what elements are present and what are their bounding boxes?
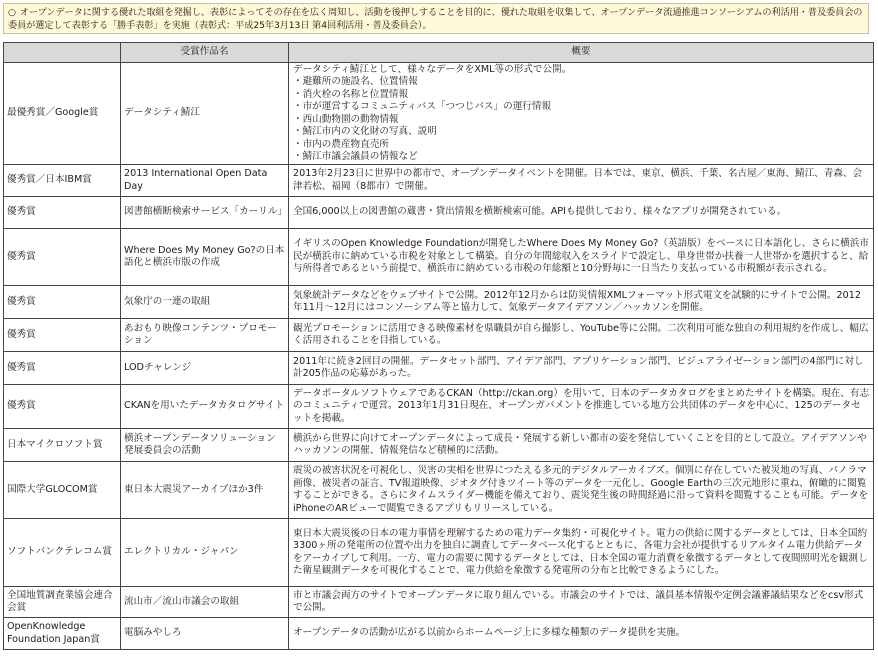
table-row: [4, 429, 874, 462]
summary-cell: 東日本大震災後の日本の電力事情を理解するための電力データ集約・可視化サイト。電力の供給に関するデータとしては、日本全国約3300ヶ所の発電所の位置や出力を独自に調査してデータベース化するとともに、各電力会社が提供するリアルタイム電力供給データをアーカイブして利用。一方、電力の需要に関するデータとしては、日本全国の電力消費を象徴するデータとして夜間照明光を観測した衛星観測データを可視化することで、電力供給を象徴する発電所の分布と比較できるようにした。: [289, 519, 874, 587]
list-item: ・市内の農産物直売所: [293, 138, 389, 150]
table-row: [4, 462, 874, 519]
award-cell: 優秀賞: [4, 319, 121, 352]
work-cell: Where Does My Money Go?の日本語化と横浜市版の作成: [121, 229, 289, 286]
summary-cell: 全国6,000以上の図書館の蔵書・貸出情報を横断検索可能。APIも提供しており、様々なアプリが開発されている。: [289, 197, 874, 229]
table-row: [4, 385, 874, 429]
work-cell: 流山市／流山市議会の取組: [121, 587, 289, 618]
table-row: [4, 519, 874, 587]
summary-text: データシティ鯖江として、様々なデータをXML等の形式で公開。: [293, 63, 572, 75]
work-cell: 気象庁の一連の取組: [121, 286, 289, 319]
list-item: ・鯖江市内の文化財の写真、説明: [293, 126, 437, 137]
summary-cell: 市と市議会両方のサイトでオープンデータに取り組んでいる。市議会のサイトでは、議員基本情報や定例会議審議結果などをcsv形式で公開。: [289, 587, 874, 618]
table-row: [4, 63, 874, 165]
header-award: [4, 43, 121, 63]
table-row: [4, 165, 874, 197]
table-row: [4, 352, 874, 385]
award-cell: 優秀賞: [4, 286, 121, 319]
summary-cell: 観光プロモーションに活用できる映像素材を県職員が自ら撮影し、YouTube等に公開。二次利用可能な独自の利用規約を作成し、幅広く活用されることを目指している。: [289, 319, 874, 352]
award-cell: OpenKnowledge Foundation Japan賞: [4, 618, 121, 650]
table-row: [4, 319, 874, 352]
summary-cell: 気象統計データなどをウェブサイトで公開。2012年12月からは防災情報XMLフォーマット形式電文を試験的にサイトで公開。2012年11月～12月にはコンソーシアム等と協力して、気象データアイデアソン／ハッカソンを開催。: [289, 286, 874, 319]
table-row: [4, 618, 874, 650]
summary-cell: 横浜から世界に向けてオープンデータによって成長・発展する新しい都市の姿を発信していくことを目的として設立。アイデアソンやハッカソンの開催、情報発信など積極的に活動。: [289, 429, 874, 462]
award-cell: 優秀賞／日本IBM賞: [4, 165, 121, 197]
award-cell: 全国地質調査業協会連合会賞: [4, 587, 121, 618]
list-item: ・市が運営するコミュニティバス「つつじバス」の運行情報: [293, 101, 552, 112]
work-cell: エレクトリカル・ジャパン: [121, 519, 289, 587]
summary-cell: 震災の被害状況を可視化し、災害の実相を世界につたえる多元的デジタルアーカイブズ。個別に存在していた被災地の写真、パノラマ画像、被災者の証言、TV報道映像、ジオタグ付きツイート等のデータを一元化し、Google Earthの三次元地形に重ね、俯瞰的に閲覧することができる。さらにタイムスライダー機能を備えており、震災発生後の時間経過に沿って資料を閲覧することも可能。データをiPhoneのARビューで閲覧できるアプリもリリースしている。: [289, 462, 874, 519]
work-cell: 東日本大震災アーカイブほか3件: [121, 462, 289, 519]
award-cell: 優秀賞: [4, 352, 121, 385]
list-item: ・西山動物園の動物情報: [293, 113, 399, 125]
award-cell: 優秀賞: [4, 385, 121, 429]
work-cell: 横浜オープンデータソリューション発展委員会の活動: [121, 429, 289, 462]
award-cell: 最優秀賞／Google賞: [4, 63, 121, 165]
work-cell: あおもり映像コンテンツ・プロモーション: [121, 319, 289, 352]
list-item: ・鯖江市議会議員の情報など: [293, 151, 418, 162]
table-header-row: [4, 43, 874, 63]
award-cell: 国際大学GLOCOM賞: [4, 462, 121, 519]
award-cell: 優秀賞: [4, 197, 121, 229]
header-summary: 概要: [289, 43, 874, 63]
data-item-list: [293, 76, 870, 164]
list-item: ・消火栓の名称と位置情報: [293, 88, 409, 100]
work-cell: 図書館横断検索サービス「カーリル」: [121, 197, 289, 229]
award-table: [3, 42, 874, 650]
table-row: [4, 286, 874, 319]
summary-cell: オープンデータの活動が広がる以前からホームページ上に多様な種類のデータ提供を実施。: [289, 618, 874, 650]
summary-cell: 2011年に続き2回目の開催。データセット部門、アイデア部門、アプリケーション部門、ビジュアライゼーション部門の4部門に対し計205作品の応募があった。: [289, 352, 874, 385]
summary-cell: イギリスのOpen Knowledge Foundationが開発したWhere Does My Money Go?（英語版）をベースに日本語化し、さらに横浜市民が横浜市に納めている市税を対象として構築。自分の年間総収入をスライドで設定し、単身世帯か扶養一人世帯かを選択すると、給与所得者であるという前提で、横浜市に納めている市税の年総額と10分野毎に一日当たり支払っている市税額が表示される。: [289, 229, 874, 286]
award-cell: 優秀賞: [4, 229, 121, 286]
intro-note: [3, 3, 869, 34]
work-cell: CKANを用いたデータカタログサイト: [121, 385, 289, 429]
intro-note-text: オープンデータに関する優れた取組を発掘し、表彰によってその存在を広く周知し、活動を後押しすることを目的に、優れた取組を収集して、オープンデータ流通推進コンソーシアムの利活用・普及委員会の委員が選定して表彰する「勝手表彰」を実施（表彰式：平成25年3月13日 第4回利活用・普及委員会）。: [8, 7, 863, 31]
header-work: 受賞作品名: [121, 43, 289, 63]
award-cell: 日本マイクロソフト賞: [4, 429, 121, 462]
work-cell: 電脳みやしろ: [121, 618, 289, 650]
award-cell: ソフトバンクテレコム賞: [4, 519, 121, 587]
circle-bullet-icon: ○: [8, 7, 16, 18]
work-cell: データシティ鯖江: [121, 63, 289, 165]
table-row: [4, 229, 874, 286]
table-row: [4, 587, 874, 618]
work-cell: 2013 International Open Data Day: [121, 165, 289, 197]
summary-cell: [289, 63, 874, 165]
summary-cell: データポータルソフトウェアであるCKAN（http://ckan.org）を用いて、日本のデータカタログをまとめたサイトを構築。現在、有志のコミュニティで運営。2013年1月31日現在、オープンガバメントを推進している地方公共団体のデータを中心に、125のデータセットを掲載。: [289, 385, 874, 429]
summary-cell: 2013年2月23日に世界中の都市で、オープンデータイベントを開催。日本では、東京、横浜、千葉、名古屋／東海、鯖江、青森、会津若松、福岡（8都市）で開催。: [289, 165, 874, 197]
list-item: ・避難所の施設名、位置情報: [293, 76, 418, 87]
table-row: [4, 197, 874, 229]
work-cell: LODチャレンジ: [121, 352, 289, 385]
